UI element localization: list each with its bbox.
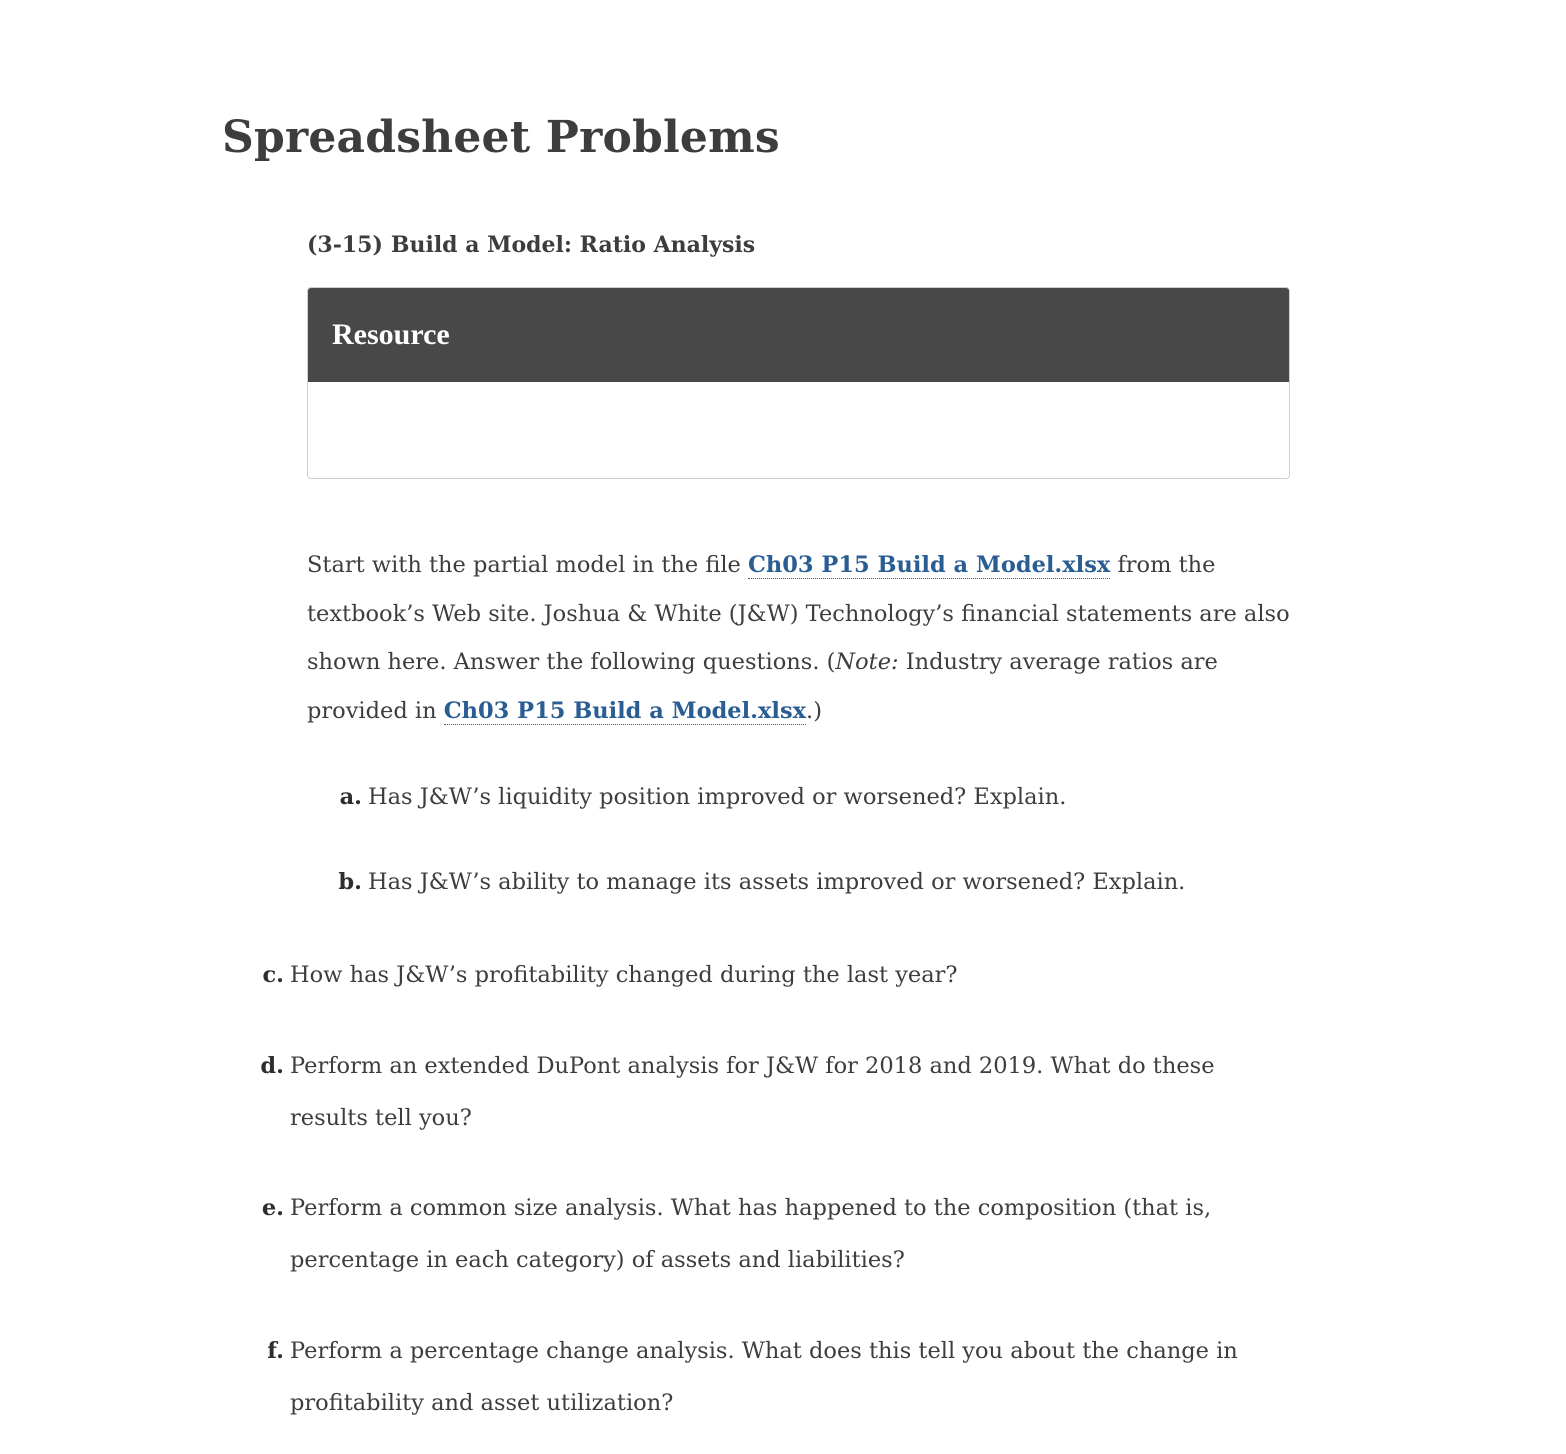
problem-title: Build a Model: Ratio Analysis — [390, 232, 756, 258]
intro-paragraph — [307, 541, 1297, 735]
question-a — [339, 771, 1288, 823]
question-text: Perform a common size analysis. What has happened to the composition (that is, percentage in each category) of assets and liabilities? — [290, 1195, 1212, 1273]
note-label: Note: — [835, 649, 899, 675]
question-text: Has J&W’s ability to manage its assets improved or worsened? Explain. — [368, 869, 1186, 895]
page-title: Spreadsheet Problems — [222, 112, 780, 163]
question-text: Perform a percentage change analysis. What does this tell you about the change in profitability and asset utilization? — [290, 1338, 1238, 1416]
question-label: d. — [260, 1053, 284, 1079]
intro-text: .) — [806, 697, 822, 724]
question-label: a. — [339, 784, 362, 810]
question-b — [338, 856, 1288, 908]
question-label: b. — [338, 869, 362, 895]
resource-panel — [307, 287, 1290, 479]
problem-heading — [307, 232, 755, 258]
model-file-link-2[interactable]: Ch03 P15 Build a Model.xlsx — [443, 697, 807, 724]
question-c — [262, 949, 1290, 1001]
resource-body — [308, 382, 1289, 479]
question-label: f. — [267, 1338, 284, 1364]
question-f — [267, 1325, 1300, 1429]
problem-number: (3-15) — [307, 232, 383, 258]
question-label: e. — [261, 1195, 284, 1221]
intro-text: Industry average ratios are provided in — [307, 649, 1218, 724]
question-text: Perform an extended DuPont analysis for J&W for 2018 and 2019. What do these results tell you? — [290, 1053, 1215, 1131]
question-text: How has J&W’s profitability changed during the last year? — [290, 962, 958, 988]
question-text: Has J&W’s liquidity position improved or worsened? Explain. — [368, 784, 1067, 810]
question-label: c. — [262, 962, 284, 988]
intro-text: Start with the partial model in the file — [307, 552, 748, 578]
question-e — [261, 1182, 1280, 1286]
intro-text: from the textbook’s Web site. Joshua & White (J&W) Technology’s financial statements are also shown here. Answer the following questions. ( — [307, 552, 1290, 675]
resource-header: Resource — [308, 288, 1289, 382]
question-d — [260, 1040, 1230, 1144]
model-file-link[interactable]: Ch03 P15 Build a Model.xlsx — [748, 552, 1111, 578]
